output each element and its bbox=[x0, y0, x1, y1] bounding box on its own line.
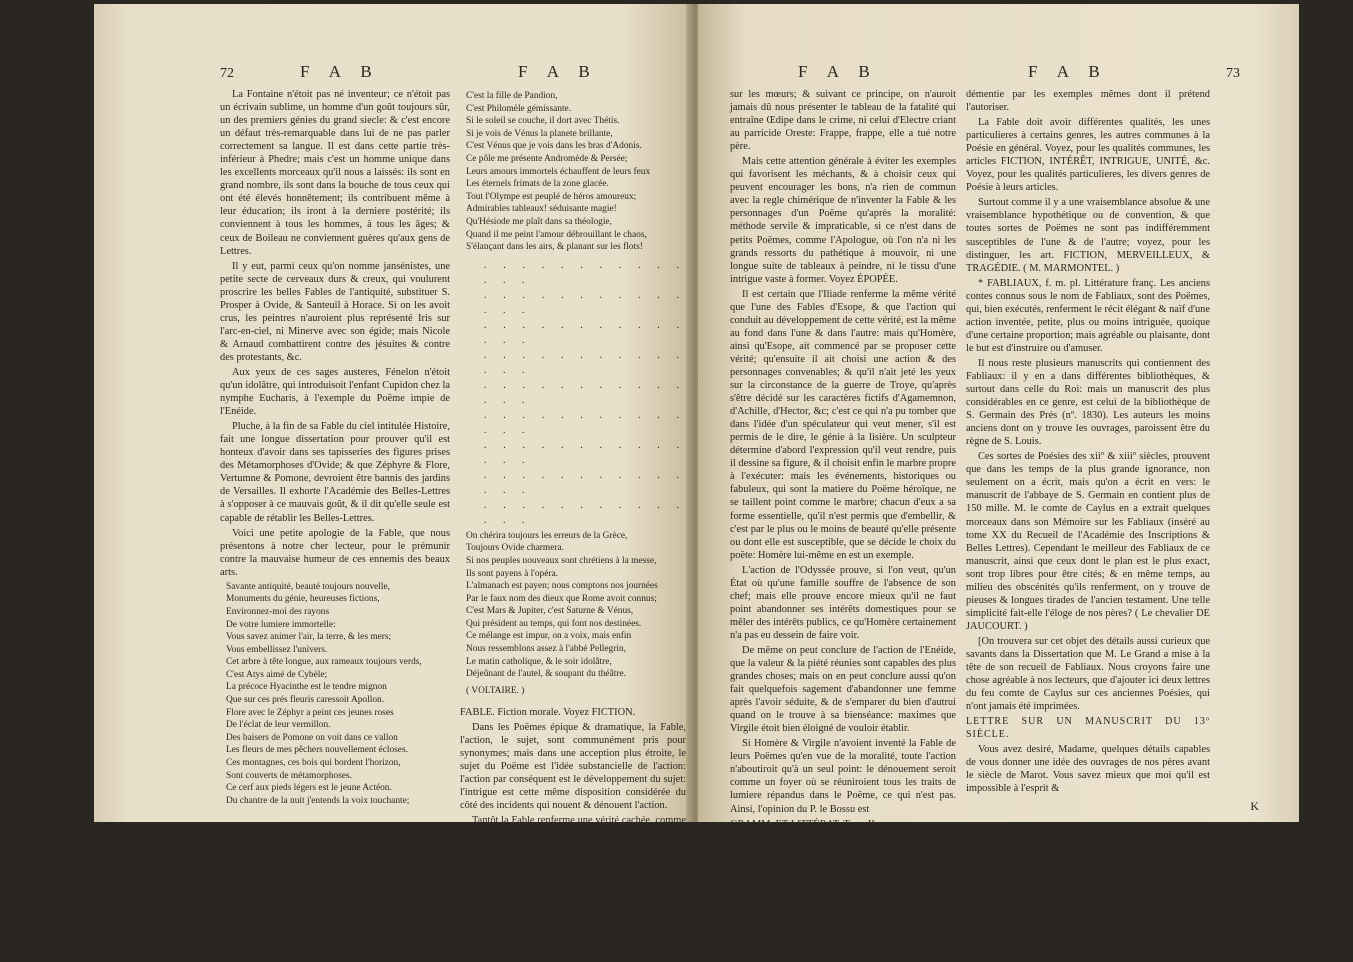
ellipsis-line: . . . . . . . . . . . . . . bbox=[484, 499, 686, 526]
verse-line: La précoce Hyacinthe est le tendre mignon bbox=[226, 682, 387, 693]
verse-line: C'est Mars & Jupiter, c'est Saturne & Vénus, bbox=[466, 606, 634, 617]
verse-line: Leurs amours immortels échauffent de leurs feux bbox=[466, 166, 651, 177]
verse-line: Sont couverts de métamorphoses. bbox=[226, 770, 353, 781]
attribution: ( VOLTAIRE. ) bbox=[466, 685, 525, 696]
verse-line: Si nos peuples nouveaux sont chrétiens à la messe, bbox=[466, 555, 657, 566]
verse-line: Si le soleil se couche, il dort avec Thétis. bbox=[466, 116, 620, 127]
book-spread bbox=[94, 4, 1299, 959]
running-head-left-2: F A B bbox=[518, 62, 598, 81]
running-head-left-1: F A B bbox=[300, 62, 380, 81]
ellipsis-line: . . . . . . . . . . . . . . bbox=[484, 349, 686, 376]
verse-line: C'est Atys aimé de Cybèle; bbox=[226, 669, 328, 680]
verse-line: Ce pôle me présente Andromède & Persée; bbox=[466, 153, 628, 164]
verse-line: De votre lumiere immortelle: bbox=[226, 619, 336, 630]
verse-line: Tout l'Olympe est peuplé de héros amoureux; bbox=[466, 191, 637, 202]
paragraph: De même on peut conclure de l'action de l'Enéide, que la valeur & la piété réunies sont capables des plus grandes choses; mais on en peut conclure aussi qu'on fait quelquefois sagement d'abandonner une femme après l'avoir séduite, & de s'emparer du bien d'autrui quand on le trouve à sa bienséance: maximes que Virgile étoit bien éloigné de vouloir établir. bbox=[730, 644, 956, 735]
ellipsis-line: . . . . . . . . . . . . . . bbox=[484, 379, 686, 406]
verse-line: C'est Vénus que je vois dans les bras d'Adonis. bbox=[466, 141, 642, 152]
paragraph: L'action de l'Odyssée prouve, si l'on veut, qu'un État où qu'une famille souffre de l'absence de son chef; mais elle prouve encore mieux qu'il ne faut point abandonner ses intérêts domestiques pour se mêler des intérêts publics, ce qu'Homère certainement n'a pas eu dessein de faire voir. bbox=[730, 564, 956, 641]
right-page bbox=[698, 4, 1299, 830]
left-page bbox=[94, 4, 692, 959]
paragraph: Surtout comme il y a une vraisemblance absolue & une vraisemblance hypothétique ou de convention, & que toutes sortes de Poëmes ne sont pas indifféremment susceptibles de l'une & de l'autre; voyez, pour les distinguer, les art. FICTION, MERVEILLEUX, & TRAGÉDIE. ( M. MARMONTEL. ) bbox=[966, 197, 1210, 274]
verse-line: C'est la fille de Pandion, bbox=[466, 91, 558, 101]
right-column-2 bbox=[966, 88, 1210, 797]
verse-line: Ce cerf aux pieds légers est le jeune Actéon. bbox=[226, 783, 392, 794]
paragraph: Tantôt la Fable renferme une vérité cachée, comme dans l'Iliade; tantôt elle présente directement des exemples personnels & des vérités toutes nues, comme dans le Télémaque & dans la plupart de nos tragédies. Il n'est donc pas de l'essence de la Fable d'être allégorique; il suffit qu'elle soit morale: & c'est ce que le P. Bossu n'a pas vu assez nettement. bbox=[460, 815, 686, 905]
verse-block bbox=[226, 581, 450, 808]
verse-line: C'est Philomèle gémissante. bbox=[466, 103, 572, 114]
paragraph: La Fontaine n'étoit pas né inventeur; ce n'étoit pas un écrivain sublime, un homme d'un goût toujours sûr, un des premiers génies du grand siecle: & c'est encore un défaut très-remarquable dans lui de ne pas parler correctement sa langue. Il est dans cette partie très-inférieur à Phedre; mais c'est un homme unique dans les excellents morceaux qu'il nous a laissés: ils sont en grand nombre, ils sont dans la bouche de tous ceux qui ont été élevés honnêtement; ils contribuent même à leur éducation; ils iront à la derniere postérité; ils conviennent à tous les hommes, à tous les âges; & ceux de Boileau ne conviennent guères qu'aux gens de Lettres. bbox=[220, 89, 450, 257]
ellipsis-block bbox=[460, 258, 686, 528]
verse-line: S'élançant dans les airs, & planant sur les flots! bbox=[466, 242, 643, 253]
paragraph: Il est certain que l'Iliade renferme la même vérité que l'une des Fables d'Esope, & que l'action qui conduit au développement de cette vérité, est la même au fond dans l'une & dans l'autre: mais qu'Homère, ainsi qu'Esope, ait commencé par se proposer cette vérité; qu'ensuite il ait choisi une action & des personnages convenables; & qu'il n'ait jeté les yeux sur la circonstance de la guerre de Troye, qu'après s'être décidé sur les caractères fictifs d'Agamemnon, d'Achille, d'Hector, &c; c'est ce qui n'a pu tomber que dans l'idée d'un spéculateur qui veut mener, s'il est permis de le dire, le génie à la lisière. Un sculpteur détermine d'abord l'expression qu'il veut rendre, puis il dessine sa figure, & il choisit enfin le marbre propre à l'exécuter: mais les événements, historiques ou fabuleux, qui sont la matiere du Poëme héroïque, ne se taillent point comme le marbre; chacun d'eux a sa forme essentielle, qu'il n'est permis que d'embellir, & c'est par le plus ou le moins de beauté qu'elle présente ou dont elle est susceptible, que se décide le choix du poëte: Homère lui-même en est un exemple. bbox=[730, 288, 956, 561]
verse-line: Par le faux nom des dieux que Rome avoit connus; bbox=[466, 593, 657, 604]
verse-line: Monuments du génie, heureuses fictions, bbox=[226, 594, 380, 605]
verse-line: Ils sont payens à l'opéra. bbox=[466, 568, 559, 579]
verse-line: Les éternels frimats de la zone glacée. bbox=[466, 179, 609, 190]
ellipsis-line: . . . . . . . . . . . . . . bbox=[484, 409, 686, 436]
verse-line: Savante antiquité, beauté toujours nouvelle, bbox=[226, 581, 391, 592]
paragraph: Ces sortes de Poésies des xiiº & xiiiº siècles, prouvent que dans les temps de la plus grande ignorance, non seulement on a écrit, mais qu'on a écrit en vers: le manuscrit de l'abbaye de S. Germain en contient plus de 150 mille. M. le comte de Caylus en a extrait quelques morceaux dans son Mémoire sur les Fabliaux (inséré au tome XX du Recueil de l'Académie des Inscriptions & Belles Lettres). Cependant le meilleur des Fabliaux de ce manuscrit, ainsi que ceux dont le plan est le plus exact, sont trop libres pour être cités; & en même temps, au milieu des obscénités qu'ils renferment, on y trouve de pieuses & longues tirades de l'ancien testament. Une telle simplicité fait-elle l'éloge de nos pères? ( Le chevalier DE JAUCOURT. ) bbox=[966, 451, 1210, 632]
verse-block bbox=[466, 530, 686, 681]
paragraph: Dans les Poëmes épique & dramatique, la Fable, l'action, le sujet, sont communément pris pour synonymes; mais dans une acception plus étroite, le sujet du Poëme est l'idée substancielle de l'action: l'action par conséquent est le développement du sujet: l'intrigue est cette même disposition considérée du côté des incidents qui nouent & dénouent l'action. bbox=[460, 721, 686, 812]
paragraph: Il y eut, parmi ceux qu'on nomme jansénistes, une petite secte de cerveaux durs & creux, qui voulurent proscrire les belles Fables de l'antiquité, substituer S. Prosper à Ovide, & Santeuil à Horace. Si on les avoit crus, les peintres n'auroient plus représenté Iris sur l'arc-en-ciel, ni Minerve avec son égide; mais Nicole & Arnaud combattirent contre des jésuites & contre des protestants, &c. bbox=[220, 260, 450, 363]
volume-footer: GRAMM. ET LITTÉRAT. Tome II. bbox=[730, 818, 878, 830]
verse-line: Déjeûnant de l'autel, & soupant du théâtre. bbox=[466, 669, 626, 680]
verse-line: Ce mélange est impur, on a voix, mais enfin bbox=[466, 631, 632, 642]
verse-line: Toujours Ovide charmera. bbox=[466, 543, 565, 554]
verse-line: Que sur ces prés fleuris caressoit Apollon. bbox=[226, 695, 385, 706]
paragraph: * FABLIAUX, f. m. pl. Littérature franç. Les anciens contes connus sous le nom de Fabliaux, sont des Poëmes, qui, bien exécutés, renferment le récit élégant & naïf d'une action inventée, petite, plus ou moins intriguée, quoique d'une certaine proportion; mais agréable ou plaisante, dont le but est d'instruire ou d'amuser. bbox=[966, 277, 1210, 354]
paragraph: sur les mœurs; & suivant ce principe, on n'auroit jamais dû nous présenter le tableau de la fatalité qui entraîne Œdipe dans le crime, ni celui d'Electre criant au parricide Oreste: Frappe, frappe, elle a tué notre père. bbox=[730, 89, 956, 153]
ellipsis-line: . . . . . . . . . . . . . . bbox=[484, 289, 686, 316]
ellipsis-line: . . . . . . . . . . . . . . bbox=[484, 439, 686, 466]
verse-line: Nous ressemblons assez à l'abbé Pellegrin, bbox=[466, 644, 626, 655]
ellipsis-line: . . . . . . . . . . . . . . bbox=[484, 259, 686, 286]
ellipsis-line: . . . . . . . . . . . . . . bbox=[484, 319, 686, 346]
letter-heading: LETTRE SUR UN MANUSCRIT DU 13º SIÈCLE. bbox=[966, 716, 1210, 741]
verse-block bbox=[466, 90, 686, 254]
verse-line: Environnez-moi des rayons bbox=[226, 606, 330, 617]
signature-mark: K bbox=[1250, 799, 1259, 813]
verse-line: Qu'Hésiode me plaît dans sa théologie, bbox=[466, 216, 612, 227]
verse-line: Admirables tableaux! séduisante magie! bbox=[466, 204, 617, 215]
paragraph: Mais cette attention générale à éviter les exemples qui favorisent les méchants, & à choisir ceux qui peuvent encourager les bons, n'a rien de commun avec la regle chimérique de n'inventer la Fable & les personnages d'un Poëme qu'après la moralité: méthode servile & impraticable, si ce n'est dans de petits Poëmes, comme l'Apologue, où l'on n'a ni les grands ressorts du pathétique à mouvoir, ni une longue suite de tableaux à peindre, ni le tissu d'une intrigue vaste à former. Voyez ÉPOPÉE. bbox=[730, 156, 956, 285]
paragraph: Il nous reste plusieurs manuscrits qui contiennent des Fabliaux: il y en a dans différentes bibliothèques, & surtout dans celle du Roi: mais un manuscrit des plus considérables en ce genre, est celui de la bibliothèque de S. Germain des Prés (nº. 1830). Les auteurs les moins anciens dont on y trouve les ouvrages, paroissent être du règne de S. Louis. bbox=[966, 357, 1210, 448]
verse-line: Si je vois de Vénus la planete brillante, bbox=[466, 128, 613, 139]
paragraph: Pluche, à la fin de sa Fable du ciel intitulée Histoire, fait une longue dissertation pour prouver qu'il est honteux d'avoir dans ses tapisseries des figures prises des Métamorphoses d'Ovide; & que Zéphyre & Flore, Vertumne & Pomone, devroient être bannis des jardins de Versailles. Il exhorte l'Académie des Belles-Lettres à s'opposer à ce mauvais goût, & il dit qu'elle seule est capable de rétablir les Belles-Lettres. bbox=[220, 421, 450, 524]
paragraph: démentie par les exemples mêmes dont il prétend l'autoriser. bbox=[966, 89, 1210, 114]
ellipsis-line: . . . . . . . . . . . . . . bbox=[484, 469, 686, 496]
paragraph: Si Homère & Virgile n'avoient inventé la Fable de leurs Poëmes qu'en vue de la moralité, toute l'action n'aboutiroit qu'à un seul point: le dénouement seroit comme un foyer où se réuniroient tous les traits de lumiere répandus dans le Poëme, ce qui n'est pas. Ainsi, l'opinion du P. le Bossu est bbox=[730, 738, 956, 815]
page-number-left: 72 bbox=[220, 66, 234, 81]
left-column-1 bbox=[220, 88, 450, 811]
running-head-right-1: F A B bbox=[798, 62, 878, 81]
verse-line: Le matin catholique, & le soir idolâtre, bbox=[466, 656, 612, 667]
verse-line: Qui président au temps, qui font nos destinées. bbox=[466, 618, 642, 629]
verse-line: Vous embellissez l'univers. bbox=[226, 644, 328, 655]
running-head-right-2: F A B bbox=[1028, 62, 1108, 81]
paragraph: Voici une petite apologie de la Fable, que nous présentons à notre cher lecteur, pour le prémunir contre la mauvaise humeur de ces ennemis des beaux arts. bbox=[220, 527, 450, 578]
verse-line: On chérira toujours les erreurs de la Grèce, bbox=[466, 530, 628, 541]
page-number-right: 73 bbox=[1226, 66, 1240, 81]
right-column-1 bbox=[730, 88, 956, 833]
entry-heading: FABLE. Fiction morale. Voyez FICTION. bbox=[460, 706, 636, 718]
verse-line: De l'éclat de leur vermillon. bbox=[226, 720, 331, 731]
verse-line: L'almanach est payen; nous comptons nos journées bbox=[466, 581, 658, 592]
verse-line: Flore avec le Zéphyr a peint ces jeunes roses bbox=[226, 707, 394, 718]
paragraph: La Fable doit avoir différentes qualités, les unes particulieres à certains genres, les autres communes à la Poésie en général. Voyez, pour les qualités communes, les articles FICTION, INTÉRÊT, INTRIGUE, UNITÉ, &c. Voyez, pour les qualités particulieres, les divers genres de Poésie à leurs articles. bbox=[966, 117, 1210, 194]
paragraph: [On trouvera sur cet objet des détails aussi curieux que savants dans la Dissertation que M. Le Grand a mise à la tête de son recueil de Fabliaux. Nous croyons faire une chose agréable à nos lecteurs, que d'ajouter ici deux lettres du feu comte de Caylus sur ces anciennes Poésies, qui n'ont jamais été imprimées. bbox=[966, 635, 1210, 713]
paragraph: Aux yeux de ces sages austeres, Fénelon n'étoit qu'un idolâtre, qui introduisoit l'enfant Cupidon chez la nymphe Eucharis, à l'exemple du Poëme impie de l'Enéide. bbox=[220, 366, 450, 418]
verse-line: Les fleurs de mes pêchers nouvellement écloses. bbox=[226, 745, 408, 756]
paragraph: Vous avez desiré, Madame, quelques détails capables de vous donner une idée des ouvrages de nos pères avant le siècle de Marot. Vous savez mieux que moi qu'il est impossible à l'esprit & bbox=[966, 744, 1210, 795]
verse-line: Des baisers de Pomone on voit dans ce vallon bbox=[226, 732, 398, 743]
verse-line: Cet arbre à tête longue, aux rameaux toujours verds, bbox=[226, 657, 422, 668]
verse-line: Du chantre de la nuit j'entends la voix touchante; bbox=[226, 795, 410, 806]
verse-line: Vous savez animer l'air, la terre, & les mers; bbox=[226, 632, 392, 643]
left-column-2 bbox=[460, 88, 686, 962]
verse-line: Ces montagnes, ces bois qui bordent l'horizon, bbox=[226, 758, 401, 769]
verse-line: Quand il me peint l'amour débrouillant le chaos, bbox=[466, 229, 647, 240]
paragraph: Comme le but de la Poésie est de rendre, s'il est possible, les hommes meilleurs & plus heureux, un poëte doit sans doute avoir égard, dans le choix de son action, à l'influence qu'elle peut avoir sur bbox=[460, 908, 686, 959]
